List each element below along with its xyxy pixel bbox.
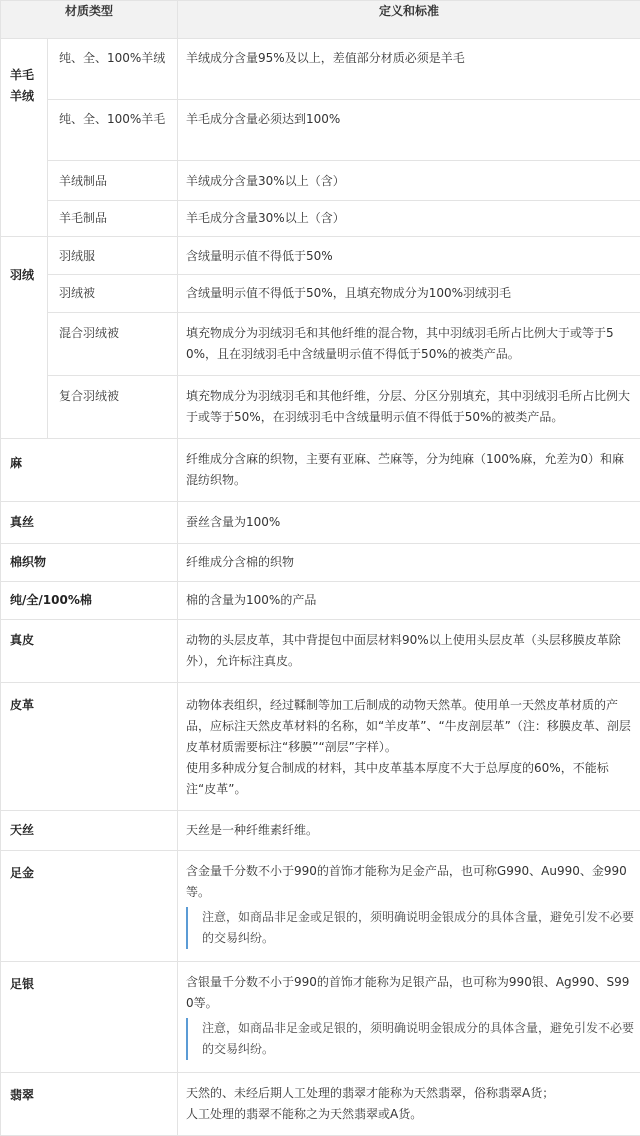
table-row xyxy=(1,275,640,313)
definition-cell: 棉的含量为100%的产品 xyxy=(178,582,640,620)
subcategory-cell: 羽绒被 xyxy=(48,275,178,313)
definition-cell: 天丝是一种纤维素纤维。 xyxy=(178,811,640,851)
category-down: 羽绒 xyxy=(1,237,48,439)
definition-cell xyxy=(178,851,640,962)
table-row xyxy=(1,1073,640,1136)
table-row xyxy=(1,376,640,439)
table-row xyxy=(1,237,640,275)
definition-cell: 羊绒成分含量95%及以上，差值部分材质必须是羊毛 xyxy=(178,39,640,100)
category-pure-cotton: 纯/全/100%棉 xyxy=(1,582,178,620)
category-linen: 麻 xyxy=(1,439,178,502)
subcategory-cell: 纯、全、100%羊绒 xyxy=(48,39,178,100)
table-row xyxy=(1,502,640,544)
table-row xyxy=(1,39,640,100)
definition-cell: 纤维成分含麻的织物，主要有亚麻、苎麻等，分为纯麻（100%麻，允差为0）和麻混纺织物。 xyxy=(178,439,640,502)
notice-callout: 注意，如商品非足金或足银的，须明确说明金银成分的具体含量，避免引发不必要的交易纠纷。 xyxy=(186,907,634,949)
category-leather: 皮革 xyxy=(1,683,178,811)
definition-cell xyxy=(178,962,640,1073)
definition-cell: 蚕丝含量为100% xyxy=(178,502,640,544)
category-pure-silver: 足银 xyxy=(1,962,178,1073)
subcategory-cell: 复合羽绒被 xyxy=(48,376,178,439)
table-header-row xyxy=(1,1,640,39)
definition-text-2: 使用多种成分复合制成的材料，其中皮革基本厚度不大于总厚度的60%，不能标注“皮革”。 xyxy=(186,758,634,800)
definition-cell: 含绒量明示值不得低于50% xyxy=(178,237,640,275)
definition-text: 天然的、未经后期人工处理的翡翠才能称为天然翡翠，俗称翡翠A货； xyxy=(186,1083,634,1104)
table-row xyxy=(1,851,640,962)
category-silk: 真丝 xyxy=(1,502,178,544)
subcategory-cell: 羊绒制品 xyxy=(48,161,178,201)
subcategory-cell: 混合羽绒被 xyxy=(48,313,178,376)
table-row xyxy=(1,962,640,1073)
definition-cell xyxy=(178,1073,640,1136)
category-cotton-fabric: 棉织物 xyxy=(1,544,178,582)
table-row xyxy=(1,201,640,237)
table-row xyxy=(1,683,640,811)
category-genuine-leather: 真皮 xyxy=(1,620,178,683)
definition-text: 动物体表组织，经过鞣制等加工后制成的动物天然革。使用单一天然皮革材质的产品，应标注天然皮革材料的名称，如“羊皮革”、“牛皮剖层革”（注：移膜皮革、剖层皮革材质需要标注“移膜”“剖层”字样）。 xyxy=(186,695,634,758)
definition-cell xyxy=(178,683,640,811)
definition-cell: 羊毛成分含量必须达到100% xyxy=(178,100,640,161)
subcategory-cell: 纯、全、100%羊毛 xyxy=(48,100,178,161)
definition-cell: 填充物成分为羽绒羽毛和其他纤维的混合物，其中羽绒羽毛所占比例大于或等于50%，且在羽绒羽毛中含绒量明示值不得低于50%的被类产品。 xyxy=(178,313,640,376)
category-wool: 羊毛 羊绒 xyxy=(1,39,48,237)
definition-text: 含银量千分数不小于990的首饰才能称为足银产品，也可称为990银、Ag990、S990等。 xyxy=(186,972,634,1014)
table-row xyxy=(1,544,640,582)
definition-cell: 羊绒成分含量30%以上（含） xyxy=(178,161,640,201)
table-row xyxy=(1,582,640,620)
table-row xyxy=(1,100,640,161)
definition-cell: 羊毛成分含量30%以上（含） xyxy=(178,201,640,237)
table-row xyxy=(1,439,640,502)
header-definition: 定义和标准 xyxy=(178,1,640,39)
definition-cell: 纤维成分含棉的织物 xyxy=(178,544,640,582)
header-material-type: 材质类型 xyxy=(1,1,178,39)
table-row xyxy=(1,161,640,201)
category-jadeite: 翡翠 xyxy=(1,1073,178,1136)
definition-text-2: 人工处理的翡翠不能称之为天然翡翠或A货。 xyxy=(186,1104,634,1125)
table-row xyxy=(1,313,640,376)
subcategory-cell: 羽绒服 xyxy=(48,237,178,275)
category-tencel: 天丝 xyxy=(1,811,178,851)
table-row xyxy=(1,811,640,851)
definition-cell: 含绒量明示值不得低于50%，且填充物成分为100%羽绒羽毛 xyxy=(178,275,640,313)
definition-cell: 填充物成分为羽绒羽毛和其他纤维，分层、分区分别填充，其中羽绒羽毛所占比例大于或等于50%，在羽绒羽毛中含绒量明示值不得低于50%的被类产品。 xyxy=(178,376,640,439)
definition-cell: 动物的头层皮革，其中背提包中面层材料90%以上使用头层皮革（头层移膜皮革除外），允许标注真皮。 xyxy=(178,620,640,683)
notice-callout: 注意，如商品非足金或足银的，须明确说明金银成分的具体含量，避免引发不必要的交易纠纷。 xyxy=(186,1018,634,1060)
category-pure-gold: 足金 xyxy=(1,851,178,962)
definition-text: 含金量千分数不小于990的首饰才能称为足金产品，也可称G990、Au990、金990等。 xyxy=(186,861,634,903)
subcategory-cell: 羊毛制品 xyxy=(48,201,178,237)
table-row xyxy=(1,620,640,683)
